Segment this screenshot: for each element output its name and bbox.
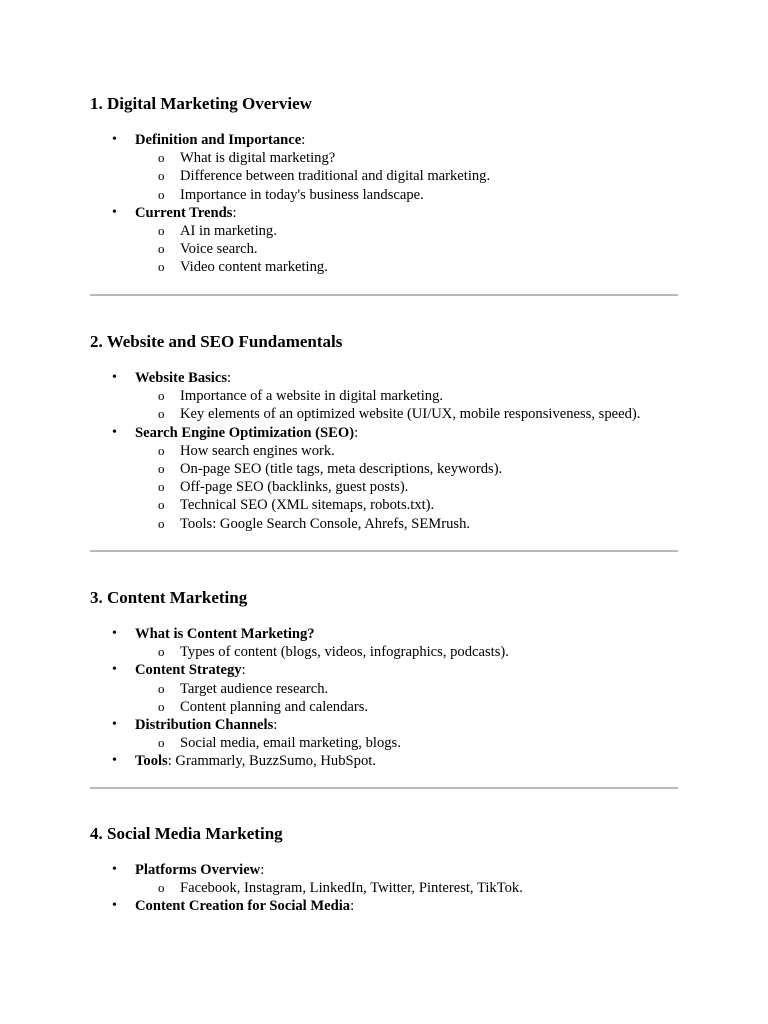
sub-list-item	[135, 149, 678, 167]
sub-list-item	[135, 167, 678, 185]
sub-list-item	[135, 515, 678, 533]
sub-list	[135, 734, 678, 752]
sub-item-text: Video content marketing.	[180, 259, 328, 276]
list-item	[90, 661, 678, 716]
list-item	[90, 861, 678, 897]
list-item	[90, 897, 678, 915]
item-suffix: :	[350, 898, 355, 915]
bullet-icon: •	[112, 898, 117, 914]
section-heading: 2. Website and SEO Fundamentals	[90, 332, 343, 351]
item-title: Search Engine Optimization (SEO)	[135, 424, 355, 441]
sub-item-text: Importance of a website in digital marketing.	[180, 388, 444, 405]
sub-list	[135, 643, 678, 661]
list-item	[90, 625, 678, 661]
sub-item-text: How search engines work.	[180, 442, 335, 459]
circle-bullet-icon: o	[158, 186, 165, 202]
sub-item-text: Technical SEO (XML sitemaps, robots.txt).	[180, 497, 435, 514]
circle-bullet-icon: o	[158, 644, 165, 660]
item-title: Definition and Importance	[135, 132, 302, 148]
circle-bullet-icon: o	[158, 168, 165, 184]
item-title: Content Creation for Social Media	[135, 898, 351, 915]
item-title: Content Strategy	[135, 662, 242, 679]
circle-bullet-icon: o	[158, 388, 165, 404]
sub-list-item	[135, 680, 678, 698]
sub-list-item	[135, 496, 678, 514]
circle-bullet-icon: o	[158, 406, 165, 422]
sub-list	[135, 149, 678, 204]
circle-bullet-icon: o	[158, 515, 165, 531]
bullet-list	[90, 369, 678, 533]
item-title: Distribution Channels	[135, 717, 274, 734]
sub-list	[135, 442, 678, 533]
sub-item-text: What is digital marketing?	[180, 150, 336, 167]
bullet-icon: •	[112, 862, 117, 877]
list-item	[90, 424, 678, 533]
sub-list	[135, 387, 678, 423]
sub-item-text: Difference between traditional and digital marketing.	[180, 168, 491, 185]
horizontal-divider	[90, 550, 678, 552]
circle-bullet-icon: o	[158, 259, 165, 275]
horizontal-divider	[90, 787, 678, 789]
sub-item-text: Types of content (blogs, videos, infographics, podcasts).	[180, 644, 509, 661]
circle-bullet-icon: o	[158, 497, 165, 513]
bullet-list	[90, 861, 678, 916]
sub-list-item	[135, 879, 678, 897]
circle-bullet-icon: o	[158, 150, 165, 166]
sub-item-text: Importance in today's business landscape.	[180, 186, 424, 203]
circle-bullet-icon: o	[158, 479, 165, 495]
item-suffix: :	[227, 370, 232, 386]
circle-bullet-icon: o	[158, 880, 165, 896]
sub-list-item	[135, 478, 678, 496]
sub-item-text: Content planning and calendars.	[180, 698, 369, 715]
sub-item-text: Voice search.	[180, 241, 258, 258]
list-item	[90, 204, 678, 277]
section-2	[90, 332, 678, 532]
item-title: Website Basics	[135, 370, 228, 386]
item-suffix: :	[273, 717, 278, 734]
sub-item-text: AI in marketing.	[180, 223, 277, 240]
sub-list-item	[135, 222, 678, 240]
sub-list-item	[135, 240, 678, 258]
list-item	[90, 752, 678, 770]
section-heading: 1. Digital Marketing Overview	[90, 94, 312, 113]
bullet-icon: •	[112, 204, 117, 220]
item-suffix: :	[301, 132, 306, 148]
item-suffix: : Grammarly, BuzzSumo, HubSpot.	[167, 753, 376, 770]
section-3	[90, 588, 678, 770]
bullet-icon: •	[112, 424, 117, 440]
sub-item-text: Target audience research.	[180, 680, 329, 697]
sub-list-item	[135, 186, 678, 204]
bullet-list	[90, 131, 678, 277]
bullet-icon: •	[112, 662, 117, 678]
section-heading: 3. Content Marketing	[90, 588, 248, 607]
circle-bullet-icon: o	[158, 735, 165, 751]
sub-list	[135, 879, 678, 897]
item-suffix: :	[260, 862, 265, 878]
sub-list-item	[135, 442, 678, 460]
circle-bullet-icon: o	[158, 680, 165, 696]
sub-item-text: Social media, email marketing, blogs.	[180, 735, 401, 752]
sub-list-item	[135, 734, 678, 752]
item-title: Current Trends	[135, 204, 233, 221]
sub-list-item	[135, 643, 678, 661]
horizontal-divider	[90, 294, 678, 296]
sub-item-text: Facebook, Instagram, LinkedIn, Twitter, Pinterest, TikTok.	[180, 880, 523, 897]
sub-item-text: On-page SEO (title tags, meta descriptions, keywords).	[180, 461, 503, 478]
list-item	[90, 131, 678, 204]
list-item	[90, 716, 678, 752]
item-title: Tools	[135, 753, 168, 770]
list-item	[90, 369, 678, 424]
sub-item-text: Tools: Google Search Console, Ahrefs, SEMrush.	[180, 515, 471, 532]
bullet-icon: •	[112, 370, 117, 385]
sub-list-item	[135, 460, 678, 478]
circle-bullet-icon: o	[158, 698, 165, 714]
bullet-icon: •	[112, 717, 117, 733]
sub-item-text: Key elements of an optimized website (UI/UX, mobile responsiveness, speed).	[180, 406, 641, 423]
sub-list	[135, 222, 678, 277]
sub-list-item	[135, 698, 678, 716]
bullet-list	[90, 625, 678, 771]
item-title: Platforms Overview	[135, 862, 261, 878]
item-title: What is Content Marketing?	[135, 626, 315, 642]
item-suffix: :	[232, 204, 237, 221]
circle-bullet-icon: o	[158, 442, 165, 458]
sub-list	[135, 680, 678, 716]
sub-list-item	[135, 387, 678, 405]
bullet-icon: •	[112, 132, 117, 147]
section-4	[90, 824, 678, 915]
circle-bullet-icon: o	[158, 461, 165, 477]
item-suffix: :	[354, 424, 359, 441]
circle-bullet-icon: o	[158, 223, 165, 239]
section-1	[90, 94, 678, 276]
circle-bullet-icon: o	[158, 241, 165, 257]
sub-list-item	[135, 405, 678, 423]
bullet-icon: •	[112, 753, 117, 769]
sub-item-text: Off-page SEO (backlinks, guest posts).	[180, 479, 409, 496]
bullet-icon: •	[112, 626, 117, 641]
item-suffix: :	[241, 662, 246, 679]
sub-list-item	[135, 258, 678, 276]
section-heading: 4. Social Media Marketing	[90, 824, 283, 843]
